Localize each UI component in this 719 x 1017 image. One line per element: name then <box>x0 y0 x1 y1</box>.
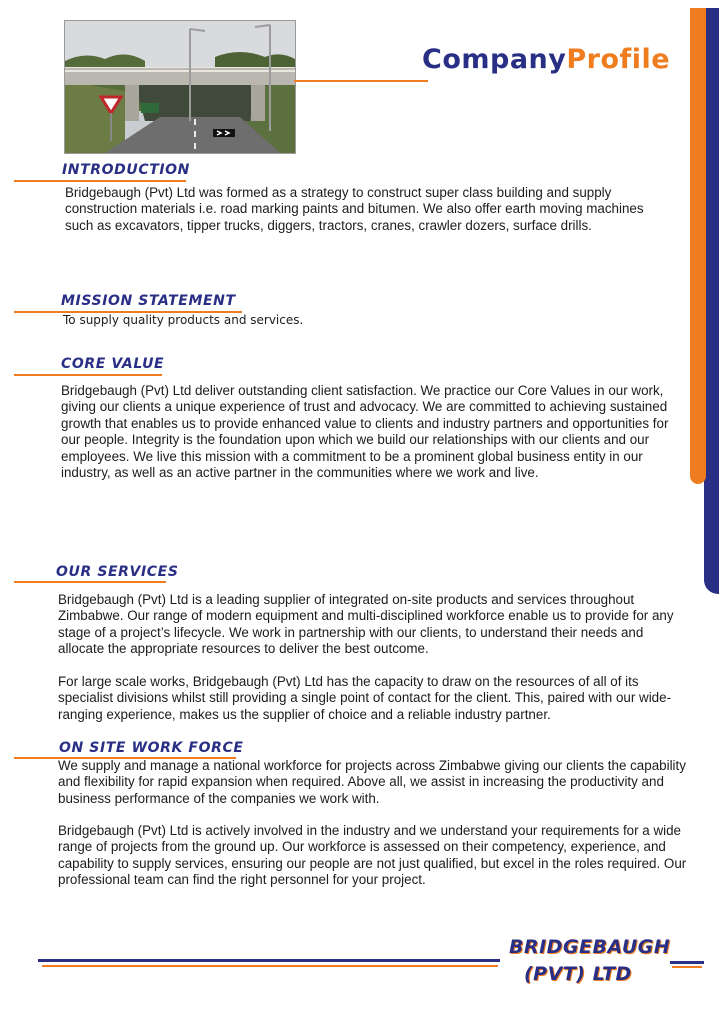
introduction-underline <box>14 180 186 182</box>
introduction-text: Bridgebaugh (Pvt) Ltd was formed as a strategy to construct super class building and supply construction materials i.e. road marking paints and bitumen. We also offer earth moving machines such as excavators, tipper trucks, diggers, tractors, cranes, crawler dozers, surface drills. <box>65 185 644 233</box>
workforce-text-1: We supply and manage a national workforce for projects across Zimbabwe giving our clients the capability and flexibility for rapid expansion when required. Above all, we assist in increasing the productivity and business performance of the companies we work with. <box>58 758 686 806</box>
header-photo <box>64 20 296 154</box>
decorative-blue-bar <box>704 8 719 594</box>
title-underline <box>294 80 428 82</box>
mission-heading: MISSION STATEMENT <box>61 293 236 309</box>
services-text-2: For large scale works, Bridgebaugh (Pvt) Ltd has the capacity to draw on the resources of all of its specialist divisions whilst still providing a single point of contact for the client. This, paired with our wide-ranging experience, makes us the supplier of choice and a reliable industry partner. <box>58 674 672 722</box>
services-underline <box>14 581 166 583</box>
introduction-heading: INTRODUCTION <box>62 162 190 178</box>
brand-suffix: (PVT) LTD <box>524 963 632 985</box>
title-profile: Profile <box>566 44 671 75</box>
title-company: Company <box>422 44 567 75</box>
footer-rule-navy <box>38 959 500 962</box>
footer-rule-right-navy <box>670 961 704 964</box>
page-title <box>422 44 670 75</box>
services-heading: OUR SERVICES <box>56 564 179 580</box>
footer-rule-orange <box>42 965 498 967</box>
footer-rule-right-orange <box>672 966 702 968</box>
mission-text: To supply quality products and services. <box>63 313 304 327</box>
core-value-underline <box>14 374 162 376</box>
core-value-heading: CORE VALUE <box>61 356 165 372</box>
workforce-text-2: Bridgebaugh (Pvt) Ltd is actively involved in the industry and we understand your requirements for a wide range of projects from the ground up. Our workforce is assessed on their competency, experience, and capability to supply services, ensuring our people are not just qualified, but excel in the roles required. Our professional team can find the right personnel for your project. <box>58 823 687 888</box>
workforce-heading: ON SITE WORK FORCE <box>59 740 244 756</box>
brand-name: BRIDGEBAUGH <box>509 936 671 958</box>
services-text-1: Bridgebaugh (Pvt) Ltd is a leading supplier of integrated on-site products and services throughout Zimbabwe. Our range of modern equipment and multi-disciplined workforce enable us to provide for any stage of a project’s lifecycle. We work in partnership with our clients, to understand their needs and allocate the appropriate resources to deliver the best outcome. <box>58 592 674 657</box>
decorative-orange-bar <box>690 8 706 484</box>
core-value-text: Bridgebaugh (Pvt) Ltd deliver outstanding client satisfaction. We practice our Core Values in our work, giving our clients a unique experience of trust and advocacy. We are committed to achieving sustained growth that enables us to provide enhanced value to clients and industry partners and opportunities for our people. Integrity is the foundation upon which we build our relationships with our clients and our employees. We live this mission with a commitment to be a prominent global business entity in our industry, as well as an active partner in the communities where we work and live. <box>61 383 669 481</box>
